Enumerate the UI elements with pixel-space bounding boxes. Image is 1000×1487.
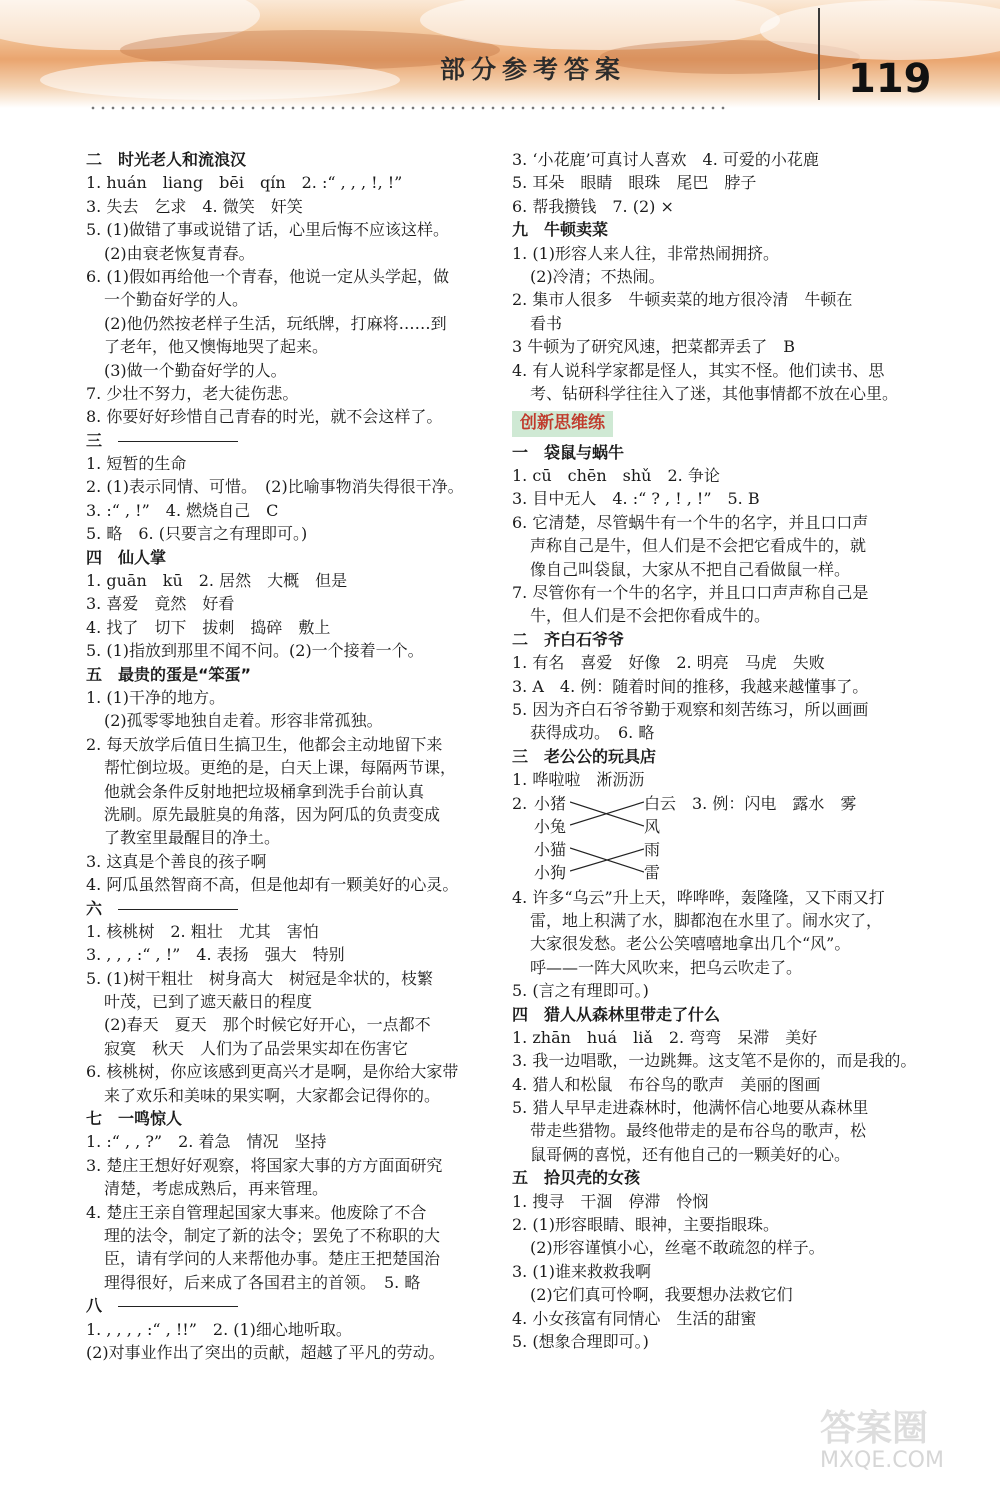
line-text: 一 袋鼠与蜗牛 <box>512 442 625 462</box>
section-heading <box>86 1294 496 1317</box>
answer-line <box>86 1084 496 1107</box>
answer-line <box>86 592 496 615</box>
line-text: 5. (1)做错了事或说错了话，心里后悔不应该这样。 <box>86 220 450 240</box>
line-text: 6. 它清楚，尽管蜗牛有一个牛的名字，并且口口声 <box>512 512 869 532</box>
answer-line <box>86 195 496 218</box>
header-title: 部分参考答案 <box>440 55 627 84</box>
line-text: 来了欢乐和美味的果实啊，大家都会记得你的。 <box>104 1085 441 1105</box>
blank-rule <box>118 909 238 910</box>
answer-line <box>86 1037 496 1060</box>
answer-line <box>86 1201 496 1224</box>
right-block-c <box>512 886 924 1354</box>
answer-line <box>86 1060 496 1083</box>
line-text: 声称自己是牛，但人们是不会把它看成牛的，就 <box>530 536 867 556</box>
match-left-item: 小猪 <box>534 793 567 813</box>
line-text: 七 一鸣惊人 <box>86 1109 183 1129</box>
line-text: 考、钻研科学往往入了迷，其他事情都不放在心里。 <box>530 383 899 403</box>
line-text: 牛，但人们是不会把你看成牛的。 <box>530 606 771 626</box>
answer-line <box>86 171 496 194</box>
line-text: 3. A 4. 例：随着时间的推移，我越来越懂事了。 <box>512 676 869 696</box>
line-text: 2. (1)形容眼睛、眼神，主要指眼珠。 <box>512 1215 780 1235</box>
dotted-divider <box>88 106 728 110</box>
answer-line <box>86 242 496 265</box>
line-text: 四 猎人从森林里带走了什么 <box>512 1004 721 1024</box>
line-text: 1. (1)干净的地方。 <box>86 687 226 707</box>
answer-line <box>86 405 496 428</box>
line-text: 6. 帮我攒钱 7. (2) × <box>512 196 674 216</box>
line-text: (2)它们真可怜啊，我要想办法救它们 <box>530 1285 793 1305</box>
line-text: 1. huán liang bēi qín 2. :“ , , , !, !” <box>86 173 403 193</box>
line-text: (2)孤零零地独自走着。形容非常孤独。 <box>104 711 383 731</box>
line-text: 三 <box>86 430 103 450</box>
line-text: 5. 略 6. (只要言之有理即可。) <box>86 524 308 544</box>
line-text: 3. 目中无人 4. :“ ? , ! , !” 5. B <box>512 489 760 509</box>
answer-line <box>512 1026 924 1049</box>
answer-line <box>512 1143 924 1166</box>
line-text: 大家很发愁。老公公笑嘻嘻地拿出几个“风”。 <box>530 934 851 954</box>
answer-line <box>512 698 924 721</box>
line-text: 5. (言之有理即可。) <box>512 981 649 1001</box>
line-text: 1. , , , , :“ , !!” 2. (1)细心地听取。 <box>86 1319 352 1339</box>
answer-line <box>86 709 496 732</box>
answer-line <box>512 558 924 581</box>
answer-line <box>512 956 924 979</box>
answer-line <box>512 511 924 534</box>
section-heading <box>86 148 496 171</box>
section-title: 创新思维练 <box>512 411 613 436</box>
answer-line <box>86 312 496 335</box>
section-heading <box>512 745 924 768</box>
line-text: 4. 许多“乌云”升上天，哗哗哗，轰隆隆，又下雨又打 <box>512 887 885 907</box>
answer-line <box>512 534 924 557</box>
section-heading <box>86 897 496 920</box>
line-text: 3 牛顿为了研究风速，把菜都弄丢了 B <box>512 337 796 357</box>
answer-line <box>86 1341 496 1364</box>
line-text: 3. 楚庄王想好好观察，将国家大事的方方面面研究 <box>86 1155 443 1175</box>
line-text: 三 老公公的玩具店 <box>512 746 657 766</box>
line-text: (2)春天 夏天 那个时候它好开心，一点都不 <box>104 1015 431 1035</box>
line-text: 理的法令，制定了新的法令；罢免了不称职的大 <box>104 1225 441 1245</box>
line-text: 3. (1)谁来救救我啊 <box>512 1261 652 1281</box>
line-text: 1. :“ , , ?” 2. 着急 情况 坚持 <box>86 1132 327 1152</box>
answer-line <box>86 850 496 873</box>
answer-line <box>512 721 924 744</box>
line-text: 了教室里最醒目的净土。 <box>104 828 281 848</box>
watermark-logo: 答案圈 <box>820 1408 929 1449</box>
line-text: 获得成功。 6. 略 <box>530 723 655 743</box>
answer-line <box>86 1271 496 1294</box>
answer-line <box>86 1177 496 1200</box>
line-text: 5. (1)指放到那里不闻不问。(2)一个接着一个。 <box>86 641 424 661</box>
line-text: 5. 耳朵 眼睛 眼珠 尾巴 脖子 <box>512 173 757 193</box>
answer-line <box>86 522 496 545</box>
right-block-b <box>512 441 924 792</box>
match-left-item: 小兔 <box>534 816 567 836</box>
line-text: 6. 核桃树，你应该感到更高兴才是啊，是你给大家带 <box>86 1062 459 1082</box>
answer-line <box>512 932 924 955</box>
line-text: 清楚，考虑成熟后，再来管理。 <box>104 1179 329 1199</box>
answer-line <box>512 651 924 674</box>
answer-line <box>86 873 496 896</box>
answer-line <box>86 499 496 522</box>
line-text: 3. ‘小花鹿’可真讨人喜欢 4. 可爱的小花鹿 <box>512 150 819 169</box>
answer-line <box>512 1260 924 1283</box>
answer-line <box>512 148 924 171</box>
line-text: 五 拾贝壳的女孩 <box>512 1168 641 1188</box>
line-text: (2)由衰老恢复青春。 <box>104 243 255 263</box>
line-text: 6. (1)假如再给他一个青春，他说一定从头学起，做 <box>86 266 450 286</box>
answer-line <box>86 265 496 288</box>
line-text: 八 <box>86 1296 103 1316</box>
line-text: 帮忙倒垃圾。更绝的是，白天上课，每隔两节课， <box>104 758 457 778</box>
line-text: 理得很好，后来成了各国君主的首领。 5. 略 <box>104 1272 421 1292</box>
answer-line <box>512 1213 924 1236</box>
line-text: 2. 集市人很多 牛顿卖菜的地方很冷清 牛顿在 <box>512 290 853 310</box>
section-heading <box>512 441 924 464</box>
line-text: 5. (1)树干粗壮 树身高大 树冠是伞状的，枝繁 <box>86 968 434 988</box>
page-number: 119 <box>848 56 932 102</box>
line-text: 1. 短暂的生命 <box>86 454 187 474</box>
line-text: (2)他仍然按老样子生活，玩纸牌，打麻将……到 <box>104 313 447 333</box>
answer-line <box>512 768 924 791</box>
line-text: 一个勤奋好学的人。 <box>104 290 249 310</box>
line-text: 看书 <box>530 313 563 333</box>
answer-line <box>512 979 924 1002</box>
answer-line <box>512 288 924 311</box>
line-text: 4. 楚庄王亲自管理起国家大事来。他废除了不合 <box>86 1202 427 1222</box>
right-column <box>512 148 924 1353</box>
answer-line <box>512 886 924 909</box>
line-text: 了老年，他又懊悔地哭了起来。 <box>104 337 329 357</box>
answer-line <box>512 487 924 510</box>
line-text: 8. 你要好好珍惜自己青春的时光，就不会这样了。 <box>86 407 443 427</box>
answer-line <box>512 1049 924 1072</box>
line-text: 雷，地上积满了水，脚都泡在水里了。闹水灾了， <box>530 910 883 930</box>
line-text: 5. 猎人早早走进森林时，他满怀信心地要从森林里 <box>512 1098 869 1118</box>
answer-line <box>86 359 496 382</box>
answer-line <box>86 756 496 779</box>
answer-line <box>86 1130 496 1153</box>
answer-line <box>512 265 924 288</box>
answer-line <box>86 1154 496 1177</box>
line-text: 他就会条件反射地把垃圾桶拿到洗手台前认真 <box>104 781 425 801</box>
answer-line <box>86 452 496 475</box>
answer-line <box>86 1224 496 1247</box>
line-text: 九 牛顿卖菜 <box>512 220 609 240</box>
line-text: 3. , , , :“ , !” 4. 表扬 强大 特别 <box>86 945 345 965</box>
answer-line <box>512 1283 924 1306</box>
answer-line <box>512 1307 924 1330</box>
answer-line <box>86 218 496 241</box>
line-text: 叶茂，已到了遮天蔽日的程度 <box>104 992 313 1012</box>
answer-line <box>86 1318 496 1341</box>
line-text: 带走些猎物。最终他带走的是布谷鸟的歌声，松 <box>530 1121 867 1141</box>
matching-exercise <box>512 792 924 886</box>
section-heading <box>86 1107 496 1130</box>
line-text: 洗刷。原先最脏臭的角落，因为阿瓜的负责变成 <box>104 804 441 824</box>
answer-line <box>86 803 496 826</box>
match-left-item: 小狗 <box>534 862 567 882</box>
section-heading <box>512 218 924 241</box>
answer-line <box>86 943 496 966</box>
line-text: 3. 喜爱 竟然 好看 <box>86 594 235 614</box>
answer-line <box>86 569 496 592</box>
match-right-item: 风 <box>644 816 661 836</box>
section-heading <box>86 546 496 569</box>
answer-line <box>512 1096 924 1119</box>
answer-line <box>86 335 496 358</box>
left-column <box>86 148 496 1364</box>
answer-line <box>86 1247 496 1270</box>
line-text: 四 仙人掌 <box>86 547 167 567</box>
header-divider <box>818 8 820 100</box>
line-text: 5. (想象合理即可。) <box>512 1331 649 1351</box>
line-text: (2)对事业作出了突出的贡献，超越了平凡的劳动。 <box>86 1342 445 1362</box>
answer-line <box>86 639 496 662</box>
section-heading <box>512 628 924 651</box>
answer-line <box>512 581 924 604</box>
line-text: 1. (1)形容人来人往，非常热闹拥挤。 <box>512 243 780 263</box>
section-heading <box>512 1166 924 1189</box>
line-text: (3)做一个勤奋好学的人。 <box>104 360 287 380</box>
answer-line <box>86 780 496 803</box>
line-text: 1. guān kū 2. 居然 大概 但是 <box>86 571 348 591</box>
answer-line <box>512 359 924 382</box>
answer-line <box>86 1013 496 1036</box>
line-text: 3. 失去 乞求 4. 微笑 奸笑 <box>86 196 303 216</box>
answer-line <box>512 1073 924 1096</box>
line-text: 1. cū chēn shǔ 2. 争论 <box>512 466 720 486</box>
line-text: 3. :“ , !” 4. 燃烧自己 C <box>86 500 279 520</box>
answer-line <box>512 464 924 487</box>
match-number: 2. <box>512 793 528 813</box>
answer-line <box>512 382 924 405</box>
line-text: 1. 有名 喜爱 好像 2. 明亮 马虎 失败 <box>512 653 825 673</box>
answer-line <box>512 1330 924 1353</box>
match-right-item: 白云 <box>644 793 677 813</box>
answer-line <box>86 475 496 498</box>
line-text: 4. 阿瓜虽然智商不高，但是他却有一颗美好的心灵。 <box>86 875 459 895</box>
answer-line <box>86 616 496 639</box>
answer-line <box>86 826 496 849</box>
answer-line <box>512 312 924 335</box>
match-lines <box>570 798 644 878</box>
line-text: 1. 哗啦啦 淅沥沥 <box>512 770 645 790</box>
match-right-item: 雷 <box>644 862 661 882</box>
line-text: 臣，请有学问的人来帮他办事。楚庄王把楚国治 <box>104 1249 441 1269</box>
match-right-item: 雨 <box>644 839 661 859</box>
line-text: 二 时光老人和流浪汉 <box>86 150 247 169</box>
watermark-url: MXQE.COM <box>820 1448 944 1473</box>
answer-line <box>86 920 496 943</box>
blank-rule <box>118 441 238 442</box>
right-block-a <box>512 148 924 405</box>
line-text: 4. 小女孩富有同情心 生活的甜蜜 <box>512 1308 757 1328</box>
line-text: 4. 找了 切下 拔刺 捣碎 敷上 <box>86 617 331 637</box>
line-text: 二 齐白石爷爷 <box>512 629 625 649</box>
line-text: 五 最贵的蛋是“笨蛋” <box>86 664 252 684</box>
match-extra-answer: 3. 例：闪电 露水 雾 <box>692 793 857 813</box>
line-text: 寂寞 秋天 人们为了品尝果实却在伤害它 <box>104 1038 409 1058</box>
answer-line <box>86 967 496 990</box>
match-left-item: 小猫 <box>534 839 567 859</box>
answer-line <box>86 288 496 311</box>
line-text: 4. 猎人和松鼠 布谷鸟的歌声 美丽的图画 <box>512 1074 821 1094</box>
answer-line <box>512 171 924 194</box>
answer-line <box>512 604 924 627</box>
answer-line <box>512 909 924 932</box>
line-text: 2. (1)表示同情、可惜。 (2)比喻事物消失得很干净。 <box>86 477 464 497</box>
answer-line <box>512 675 924 698</box>
line-text: 1. 核桃树 2. 粗壮 尤其 害怕 <box>86 921 319 941</box>
line-text: 呼——一阵大风吹来，把乌云吹走了。 <box>530 957 803 977</box>
line-text: (2)冷清；不热闹。 <box>530 266 665 286</box>
line-text: 3. 我一边唱歌，一边跳舞。这支笔不是你的，而是我的。 <box>512 1051 917 1071</box>
answer-line <box>512 1190 924 1213</box>
answer-line <box>86 990 496 1013</box>
line-text: 1. 搜寻 干涸 停滞 怜悯 <box>512 1191 709 1211</box>
line-text: 2. 每天放学后值日生搞卫生，他都会主动地留下来 <box>86 734 443 754</box>
line-text: 5. 因为齐白石爷爷勤于观察和刻苦练习，所以画画 <box>512 700 869 719</box>
line-text: 六 <box>86 898 103 918</box>
answer-line <box>512 195 924 218</box>
answer-line <box>86 382 496 405</box>
answer-line <box>86 733 496 756</box>
line-text: (2)形容谨慎小心，丝毫不敢疏忽的样子。 <box>530 1238 825 1258</box>
answer-line <box>512 1119 924 1142</box>
section-heading <box>512 1003 924 1026</box>
blank-rule <box>118 1306 238 1307</box>
line-text: 像自己叫袋鼠，大家从不把自己看做鼠一样。 <box>530 559 851 579</box>
line-text: 7. 少壮不努力，老大徒伤悲。 <box>86 383 299 403</box>
answer-line <box>86 686 496 709</box>
answer-line <box>512 335 924 358</box>
line-text: 3. 这真是个善良的孩子啊 <box>86 851 267 871</box>
line-text: 鼠哥俩的喜悦，还有他自己的一颗美好的心。 <box>530 1144 851 1164</box>
section-heading <box>86 663 496 686</box>
line-text: 1. zhān huá liǎ 2. 弯弯 呆滞 美好 <box>512 1027 818 1047</box>
line-text: 4. 有人说科学家都是怪人，其实不怪。他们读书、思 <box>512 360 885 380</box>
answer-line <box>512 1236 924 1259</box>
section-heading <box>86 429 496 452</box>
line-text: 7. 尽管你有一个牛的名字，并且口口声声称自己是 <box>512 583 869 603</box>
answer-line <box>512 242 924 265</box>
